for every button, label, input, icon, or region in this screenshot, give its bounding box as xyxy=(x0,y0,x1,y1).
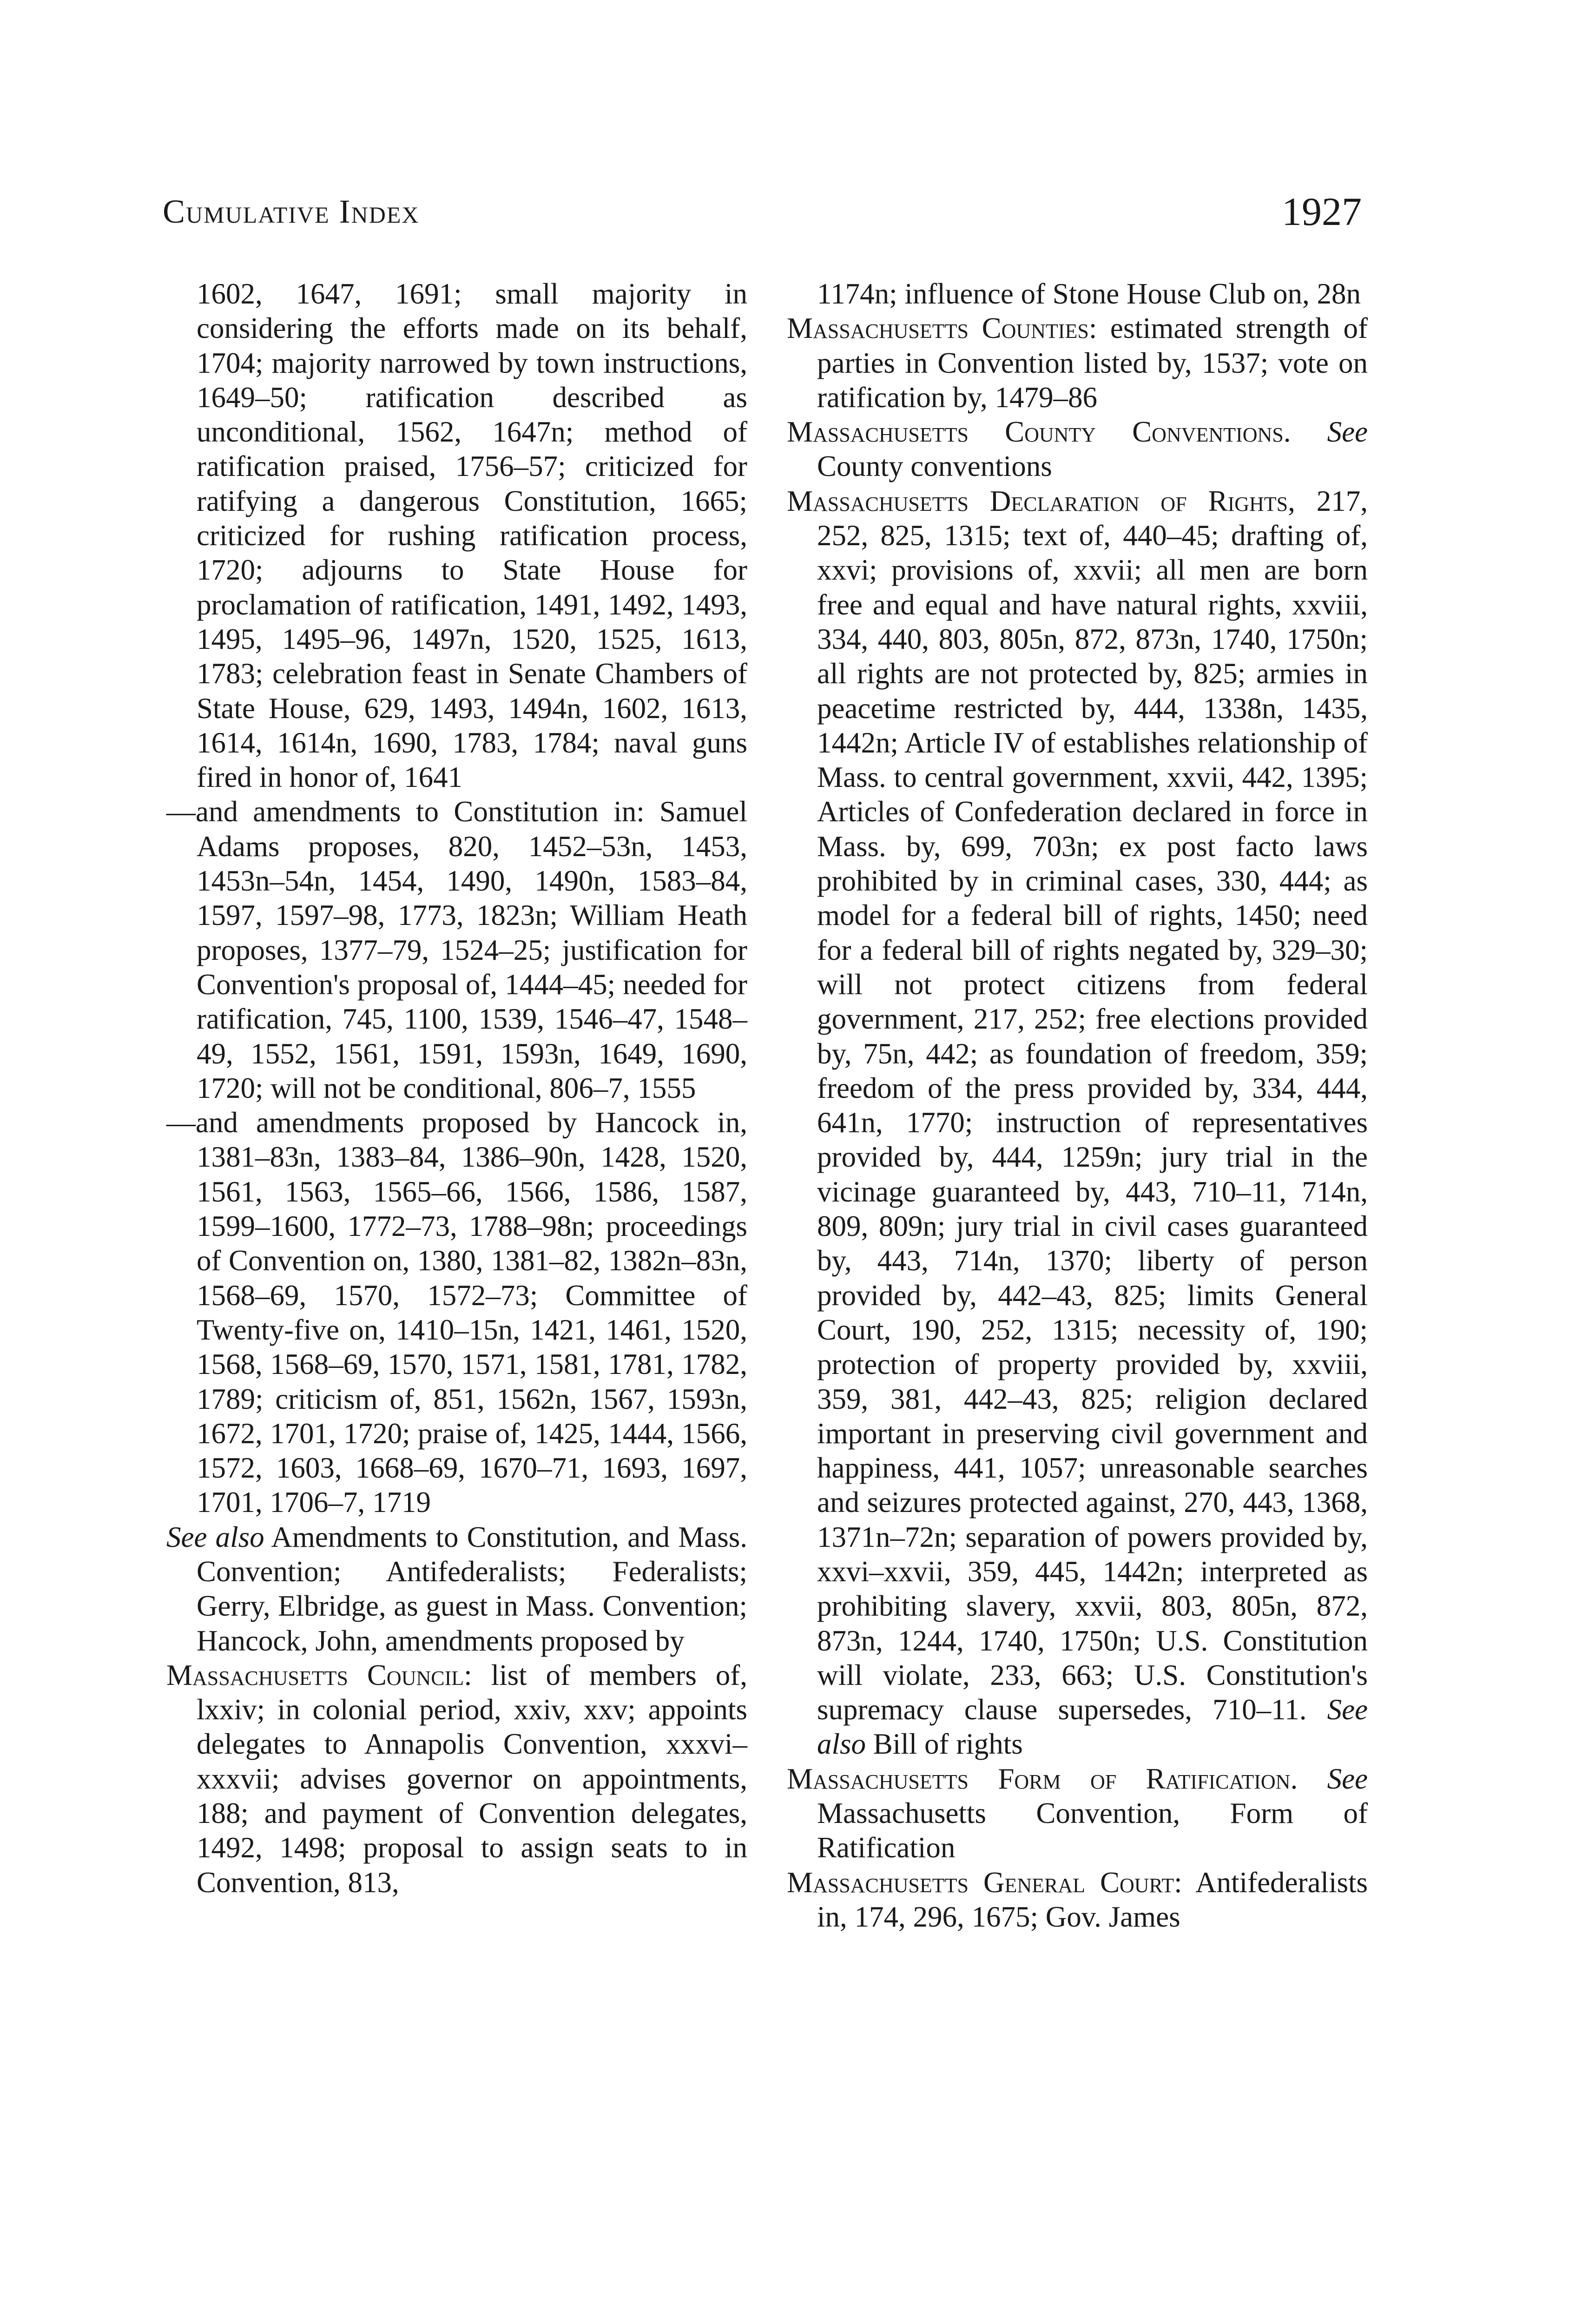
running-head xyxy=(163,186,1362,237)
entry-heading: Massachusetts General Court xyxy=(787,1866,1174,1899)
entry-text: —and amendments proposed by Hancock in, 1381–83n, 1383–84, 1386–90n, 1428, 1520, 1561, 1563, 1565–66, 1566, 1586, 1587, 1599–1600, 1772–73, 1788–98n; proceedings of Convention on, 1380, 1381–82, 1382n–83n, 1568–69, 1570, 1572–73; Committee of Twenty-five on, 1410–15n, 1421, 1461, 1520, 1568, 1568–69, 1570, 1571, 1581, 1781, 1782, 1789; criticism of, 851, 1562n, 1567, 1593n, 1672, 1701, 1720; praise of, 1425, 1444, 1566, 1572, 1603, 1668–69, 1670–71, 1693, 1697, 1701, 1706–7, 1719 xyxy=(166,1106,747,1519)
index-entry xyxy=(787,1762,1368,1865)
left-column xyxy=(166,277,747,1900)
entry-text: —and amendments to Constitution in: Samuel Adams proposes, 820, 1452–53n, 1453, 1453n–54n, 1454, 1490, 1490n, 1583–84, 1597, 1597–98, 1773, 1823n; William Heath proposes, 1377–79, 1524–25; justification for Convention's proposal of, 1444–45; needed for ratification, 745, 1100, 1539, 1546–47, 1548–49, 1552, 1561, 1591, 1593n, 1649, 1690, 1720; will not be conditional, 806–7, 1555 xyxy=(166,795,747,1104)
index-entry-continuation xyxy=(787,277,1368,311)
entry-text: Massachusetts Convention, Form of Ratification xyxy=(817,1797,1368,1864)
index-entry-continuation xyxy=(166,277,747,794)
entry-text: 1174n; influence of Stone House Club on, 28n xyxy=(817,277,1361,310)
running-title: Cumulative Index xyxy=(163,193,420,230)
entry-text: : Antifederalists in, 174, 296, 1675; Gov. James xyxy=(817,1866,1368,1933)
entry-separator: . xyxy=(1290,1762,1298,1795)
right-column xyxy=(787,277,1368,1934)
index-entry xyxy=(787,311,1368,415)
entry-heading: Massachusetts Declaration of Rights xyxy=(787,484,1288,517)
index-entry xyxy=(787,484,1368,1762)
cross-reference xyxy=(166,1520,747,1658)
entry-text: 1602, 1647, 1691; small majority in considering the efforts made on its behalf, 1704; majority narrowed by town instructions, 1649–50; ratification described as unconditional, 1562, 1647n; method of ratification praised, 1756–57; criticized for ratifying a dangerous Constitution, 1665; criticized for rushing ratification process, 1720; adjourns to State House for proclamation of ratification, 1491, 1492, 1493, 1495, 1495–96, 1497n, 1520, 1525, 1613, 1783; celebration feast in Senate Chambers of State House, 629, 1493, 1494n, 1602, 1613, 1614, 1614n, 1690, 1783, 1784; naval guns fired in honor of, 1641 xyxy=(197,277,747,794)
see-label: See xyxy=(1327,1762,1368,1795)
see-also-label: See also xyxy=(817,1693,1368,1761)
entry-separator: . xyxy=(1283,416,1291,449)
entry-heading: Massachusetts Council xyxy=(166,1658,464,1691)
index-subentry xyxy=(166,794,747,1105)
entry-heading: Massachusetts County Conventions xyxy=(787,416,1284,449)
index-subentry xyxy=(166,1105,747,1520)
index-entry xyxy=(166,1658,747,1900)
see-also-label: See also xyxy=(166,1520,264,1553)
entry-text: : estimated strength of parties in Convention listed by, 1537; vote on ratification by, 1479–86 xyxy=(817,312,1368,414)
entry-text: , 217, 252, 825, 1315; text of, 440–45; drafting of, xxvi; provisions of, xxvii; all men are born free and equal and have natural rights, xxviii, 334, 440, 803, 805n, 872, 873n, 1740, 1750n; all rights are not protected by, 825; armies in peacetime restricted by, 444, 1338n, 1435, 1442n; Article IV of establishes relationship of Mass. to central government, xxvii, 442, 1395; Articles of Confederation declared in force in Mass. by, 699, 703n; ex post facto laws prohibited by in criminal cases, 330, 444; as model for a federal bill of rights, 1450; need for a federal bill of rights negated by, 329–30; will not protect citizens from federal government, 217, 252; free elections provided by, 75n, 442; as foundation of freedom, 359; freedom of the press provided by, 334, 444, 641n, 1770; instruction of representatives provided by, 444, 1259n; jury trial in the vicinage guaranteed by, 443, 710–11, 714n, 809, 809n; jury trial in civil cases guaranteed by, 443, 714n, 1370; liberty of person provided by, 442–43, 825; limits General Court, 190, 252, 1315; necessity of, 190; protection of property provided by, xxviii, 359, 381, 442–43, 825; religion declared important in preserving civil government and happiness, 441, 1057; unreasonable searches and seizures protected against, 270, 443, 1368, 1371n–72n; separation of powers provided by, xxvi–xxvii, 359, 445, 1442n; interpreted as prohibiting slavery, xxvii, 803, 805n, 872, 873n, 1244, 1740, 1750n; U.S. Constitution will violate, 233, 663; U.S. Constitution's supremacy clause supersedes, 710–11. xyxy=(817,484,1368,1726)
see-label: See xyxy=(1327,416,1368,449)
index-entry xyxy=(787,1865,1368,1934)
entry-heading: Massachusetts Form of Ratification xyxy=(787,1762,1291,1795)
entry-text: County conventions xyxy=(817,450,1052,483)
entry-text: Bill of rights xyxy=(866,1728,1023,1761)
entry-heading: Massachusetts Counties xyxy=(787,312,1089,345)
entry-text: : list of members of, lxxiv; in colonial period, xxiv, xxv; appoints delegates to Annapolis Convention, xxxvi–xxxvii; advises governor on appointments, 188; and payment of Convention delegates, 1492, 1498; proposal to assign seats to in Convention, 813, xyxy=(197,1658,747,1899)
page-number: 1927 xyxy=(1282,189,1362,234)
entry-text: Amendments to Constitution, and Mass. Convention; Antifederalists; Federalists; Gerry, Elbridge, as guest in Mass. Convention; Hancock, John, amendments proposed by xyxy=(197,1520,747,1657)
index-entry xyxy=(787,415,1368,484)
